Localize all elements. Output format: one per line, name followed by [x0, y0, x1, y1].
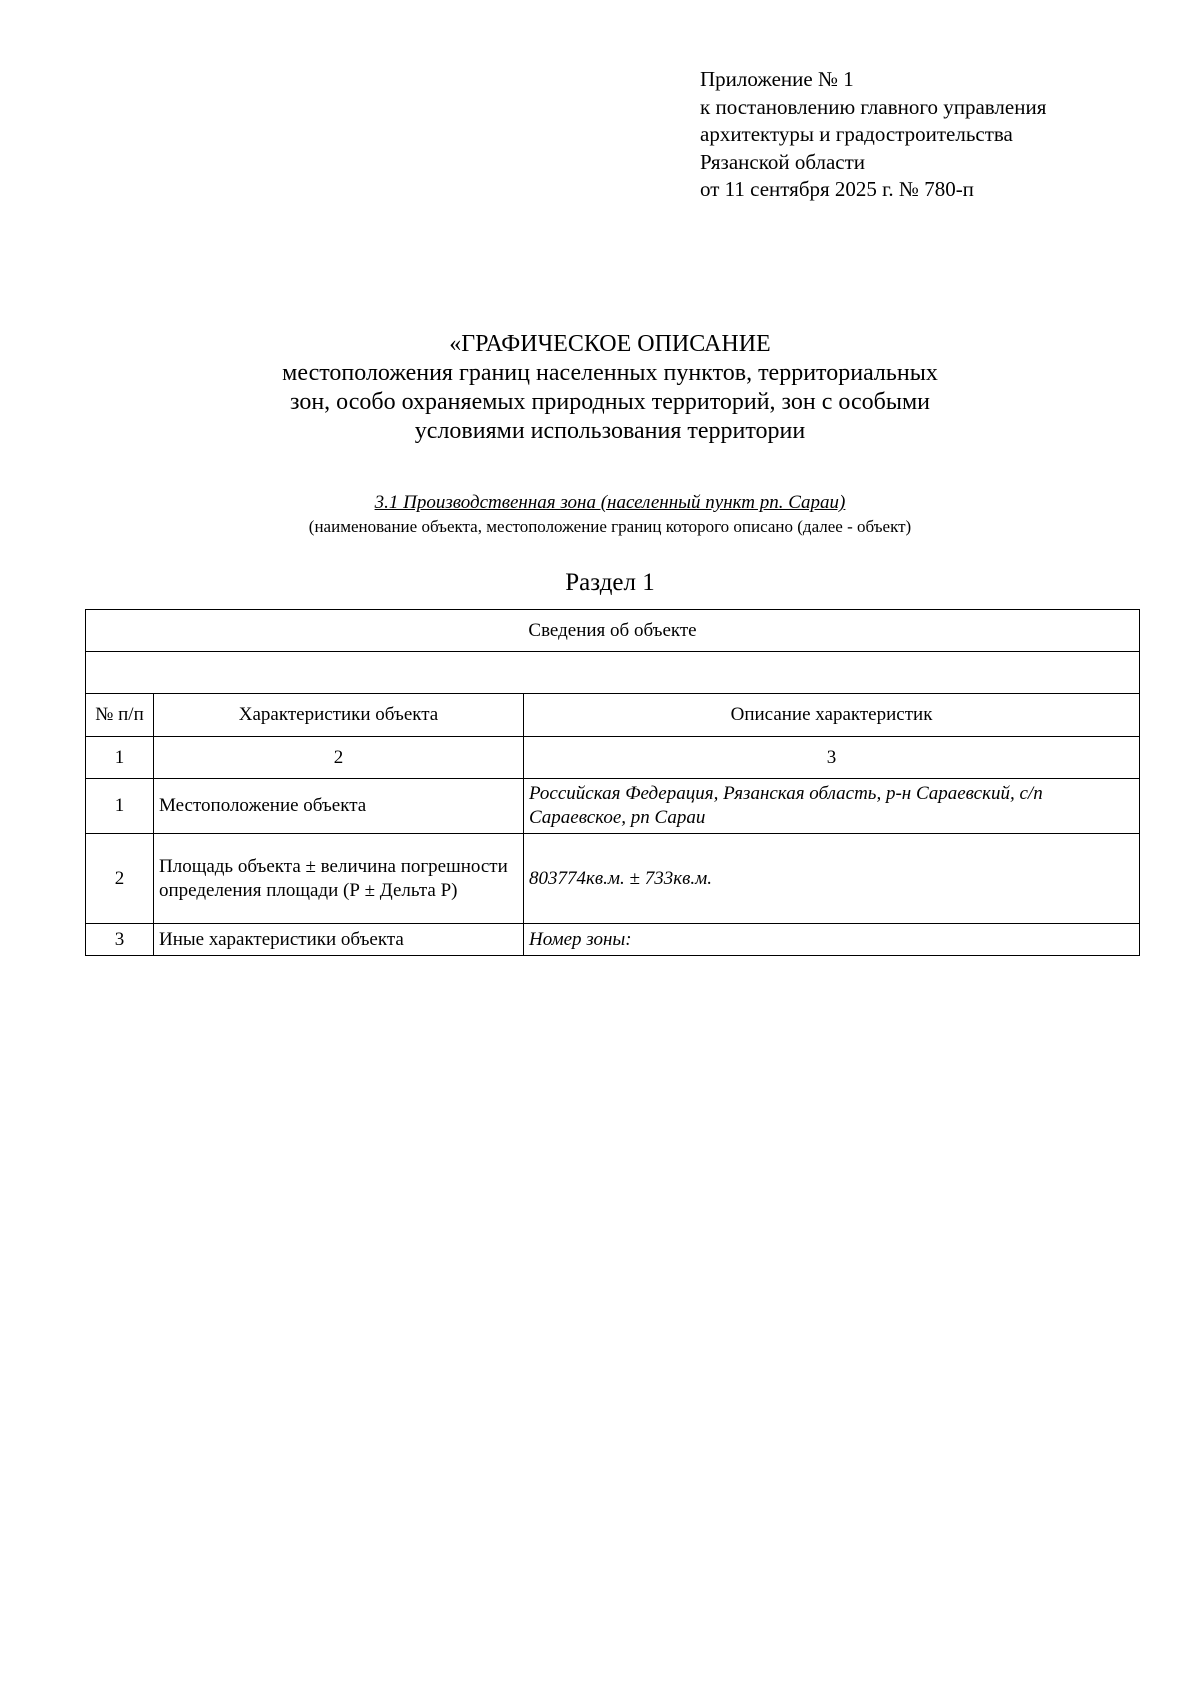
title-line: зон, особо охраняемых природных территорий, зон с особыми [289, 389, 931, 415]
header-cell-characteristic: Характеристики объекта [154, 694, 524, 737]
object-name-text: 3.1 Производственная зона (населенный пункт рп. Сараи) [374, 492, 846, 513]
title-line: условиями использования территории [414, 418, 806, 444]
table-row [86, 924, 1140, 956]
table-row [86, 834, 1140, 924]
row-number: 1 [86, 779, 154, 834]
table-numbering-row [86, 737, 1140, 779]
numbering-cell: 2 [154, 737, 524, 779]
row-number: 2 [86, 834, 154, 924]
appendix-block [700, 66, 1046, 204]
row-characteristic: Местоположение объекта [154, 779, 524, 834]
row-description: Российская Федерация, Рязанская область, р-н Сараевский, с/п Сараевское, рп Сараи [524, 779, 1140, 834]
table-empty-row [86, 652, 1140, 694]
table-row [86, 779, 1140, 834]
header-cell-description: Описание характеристик [524, 694, 1140, 737]
empty-cell [86, 652, 1140, 694]
row-description: 803774кв.м. ± 733кв.м. [524, 834, 1140, 924]
row-number: 3 [86, 924, 154, 956]
row-characteristic: Иные характеристики объекта [154, 924, 524, 956]
table-header-row [86, 694, 1140, 737]
object-caption: (наименование объекта, местоположение границ которого описано (далее - объект) [308, 517, 912, 536]
appendix-line: от 11 сентября 2025 г. № 780-п [700, 177, 974, 201]
row-characteristic: Площадь объекта ± величина погрешности определения площади (Р ± Дельта Р) [154, 834, 524, 924]
table-caption-row [86, 610, 1140, 652]
title-line: «ГРАФИЧЕСКОЕ ОПИСАНИЕ [449, 331, 771, 357]
object-name [0, 492, 1200, 514]
numbering-cell: 3 [524, 737, 1140, 779]
appendix-line: Приложение № 1 [700, 67, 854, 91]
document-title [0, 330, 1200, 446]
table-caption: Сведения об объекте [86, 610, 1140, 652]
section-title: Раздел 1 [565, 569, 655, 596]
numbering-cell: 1 [86, 737, 154, 779]
title-line: местоположения границ населенных пунктов, территориальных [282, 360, 938, 386]
header-cell-number: № п/п [86, 694, 154, 737]
row-description: Номер зоны: [524, 924, 1140, 956]
appendix-line: к постановлению главного управления [700, 94, 1047, 119]
appendix-line: Рязанской области [700, 149, 866, 174]
appendix-line: архитектуры и градостроительства [700, 122, 1013, 146]
object-info-table [85, 609, 1140, 956]
